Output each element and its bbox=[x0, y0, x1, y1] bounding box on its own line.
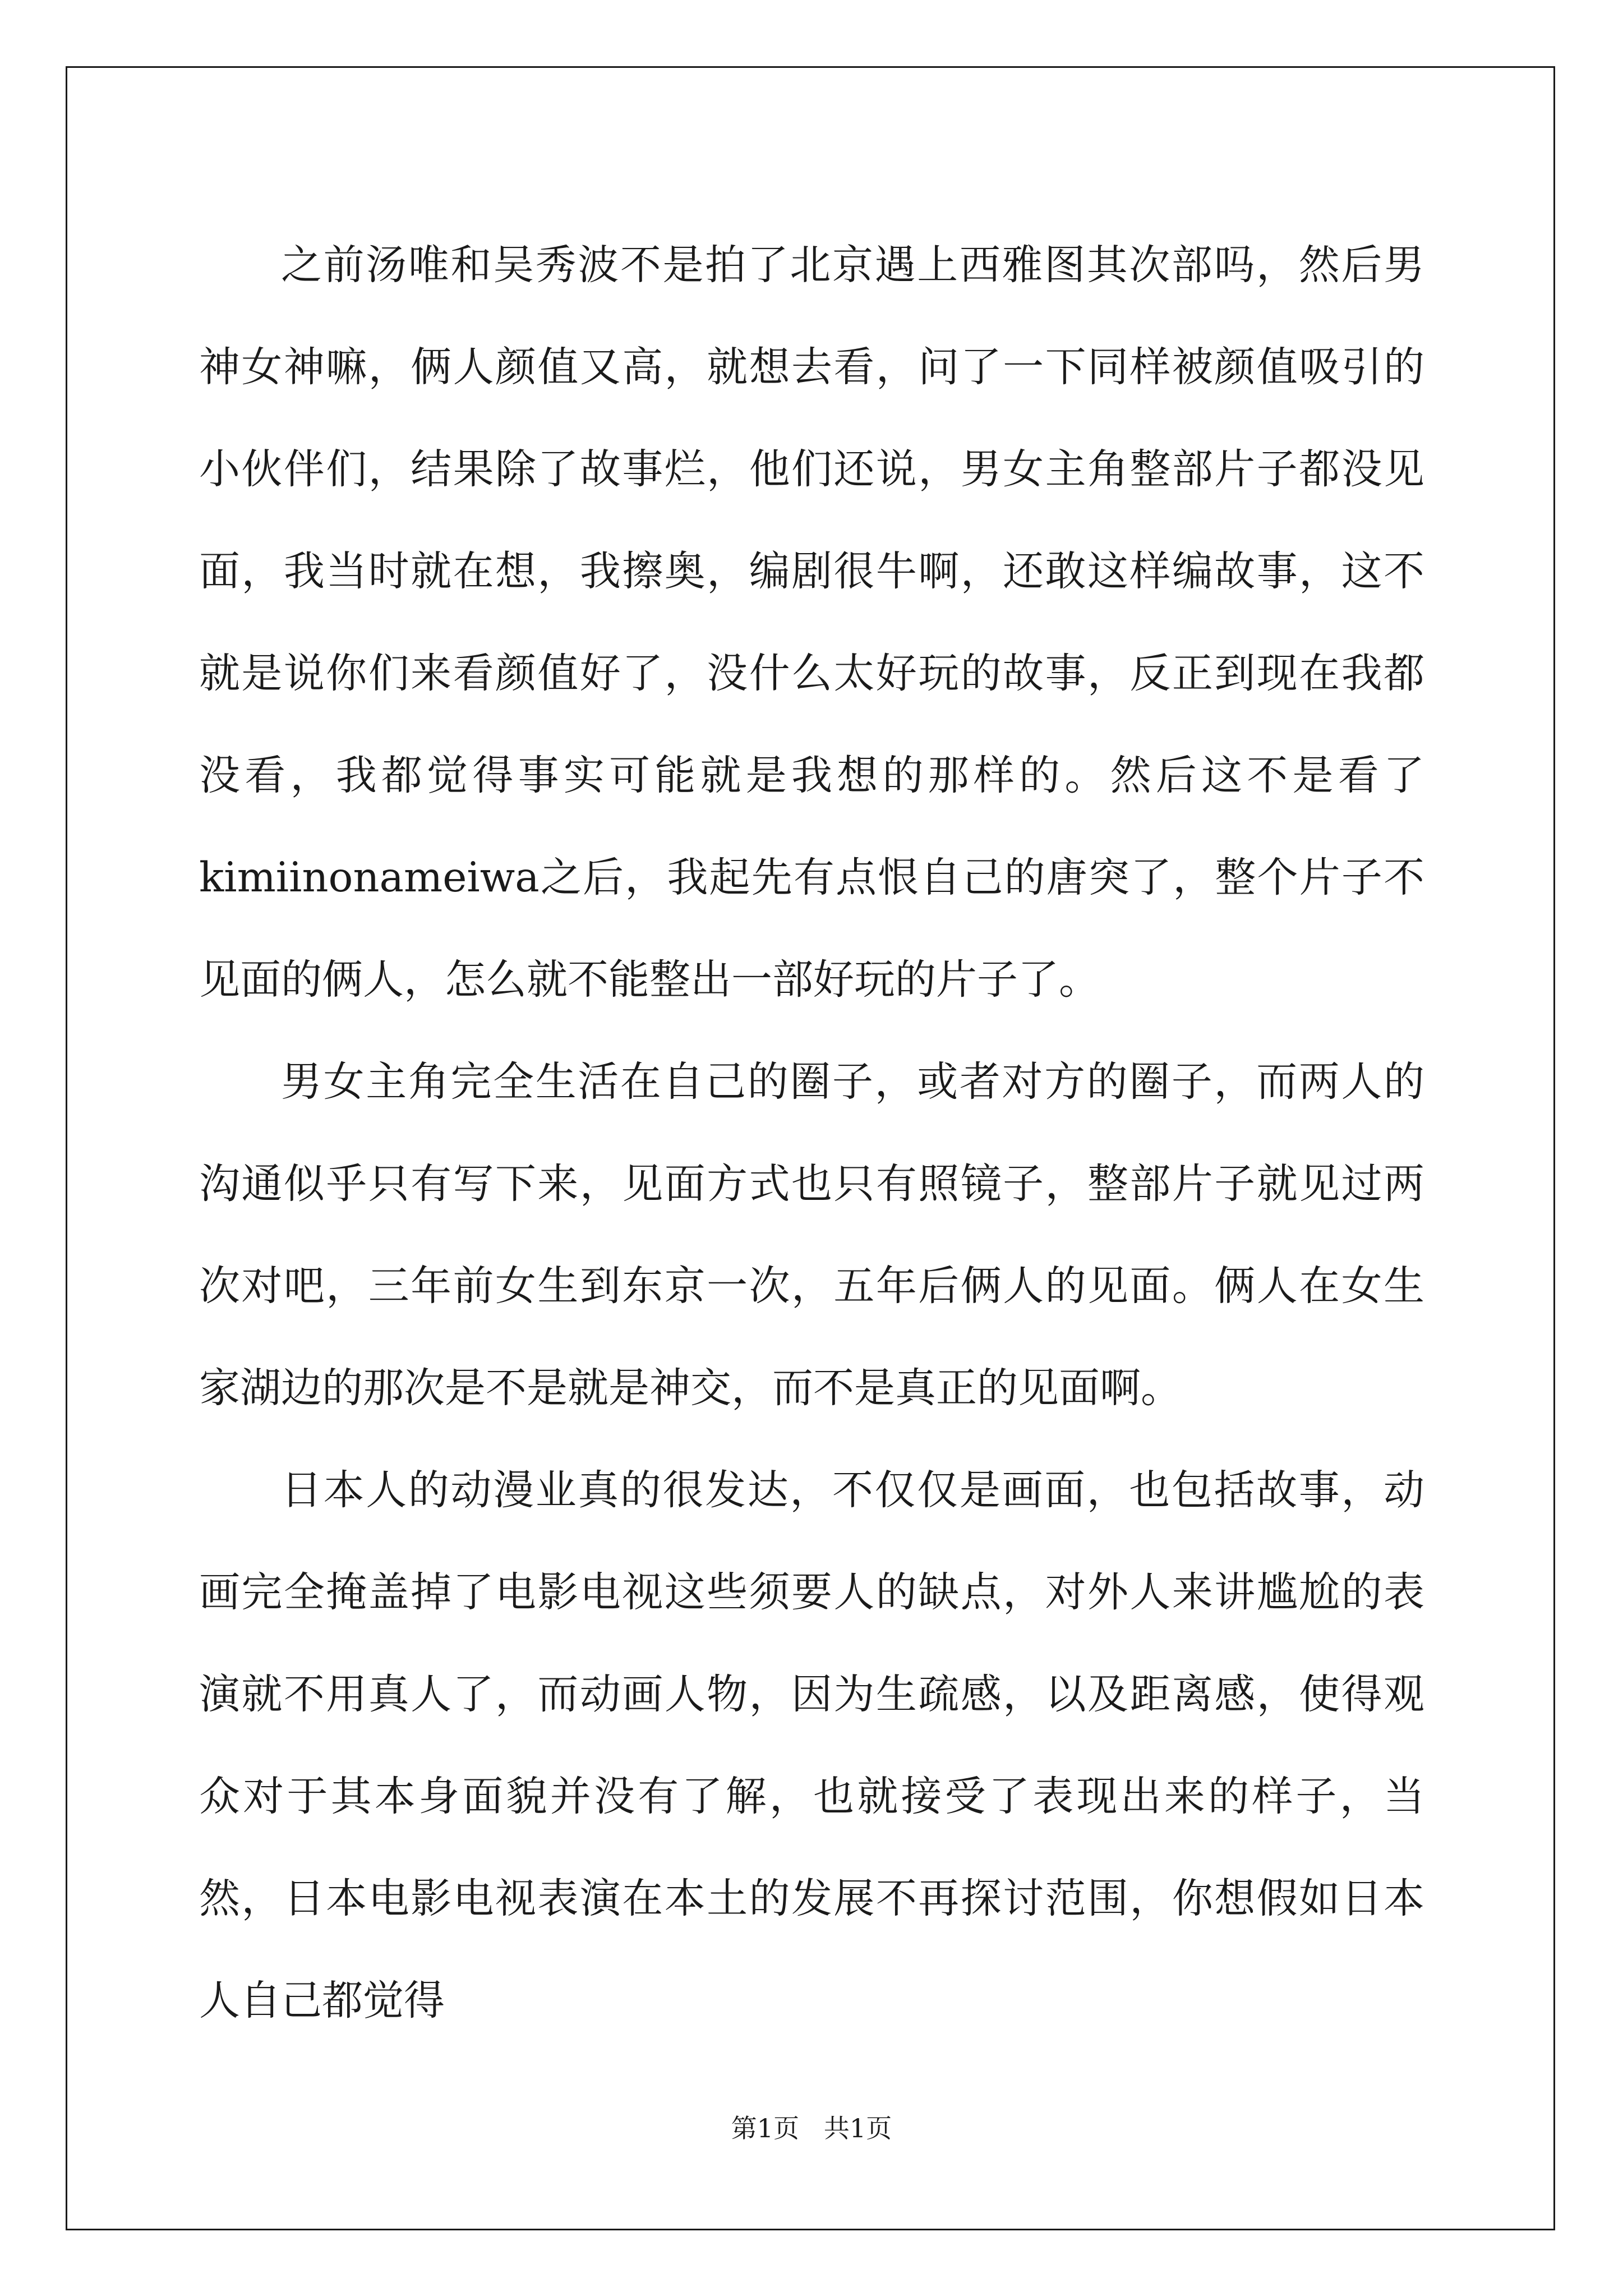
page-footer: 第1页 共1页 bbox=[731, 2113, 892, 2143]
document-body bbox=[199, 214, 1424, 2052]
paragraph-3: 日本人的动漫业真的很发达，不仅仅是画面，也包括故事，动画完全掩盖掉了电影电视这些须要人的缺点，对外人来讲尴尬的表演就不用真人了，而动画人物，因为生疏感，以及距离感，使得观众对于其本身面貌并没有了解，也就接受了表现出来的样子，当然，日本电影电视表演在本土的发展不再探讨范围，你想假如日本人自己都觉得 bbox=[199, 1466, 1424, 2024]
paragraph-1: 之前汤唯和吴秀波不是拍了北京遇上西雅图其次部吗，然后男神女神嘛，俩人颜值又高，就想去看，问了一下同样被颜值吸引的小伙伴们，结果除了故事烂，他们还说，男女主角整部片子都没见面，我当时就在想，我擦奥，编剧很牛啊，还敢这样编故事，这不就是说你们来看颜值好了，没什么太好玩的故事，反正到现在我都没看，我都觉得事实可能就是我想的那样的。然后这不是看了kimiinonameiwa之后，我起先有点恨自己的唐突了，整个片子不见面的俩人，怎么就不能整出一部好玩的片子了。 bbox=[199, 241, 1424, 1004]
paragraph-2: 男女主角完全生活在自己的圈子，或者对方的圈子，而两人的沟通似乎只有写下来，见面方式也只有照镜子，整部片子就见过两次对吧，三年前女生到东京一次，五年后俩人的见面。俩人在女生家湖边的那次是不是就是神交，而不是真正的见面啊。 bbox=[199, 1058, 1424, 1412]
